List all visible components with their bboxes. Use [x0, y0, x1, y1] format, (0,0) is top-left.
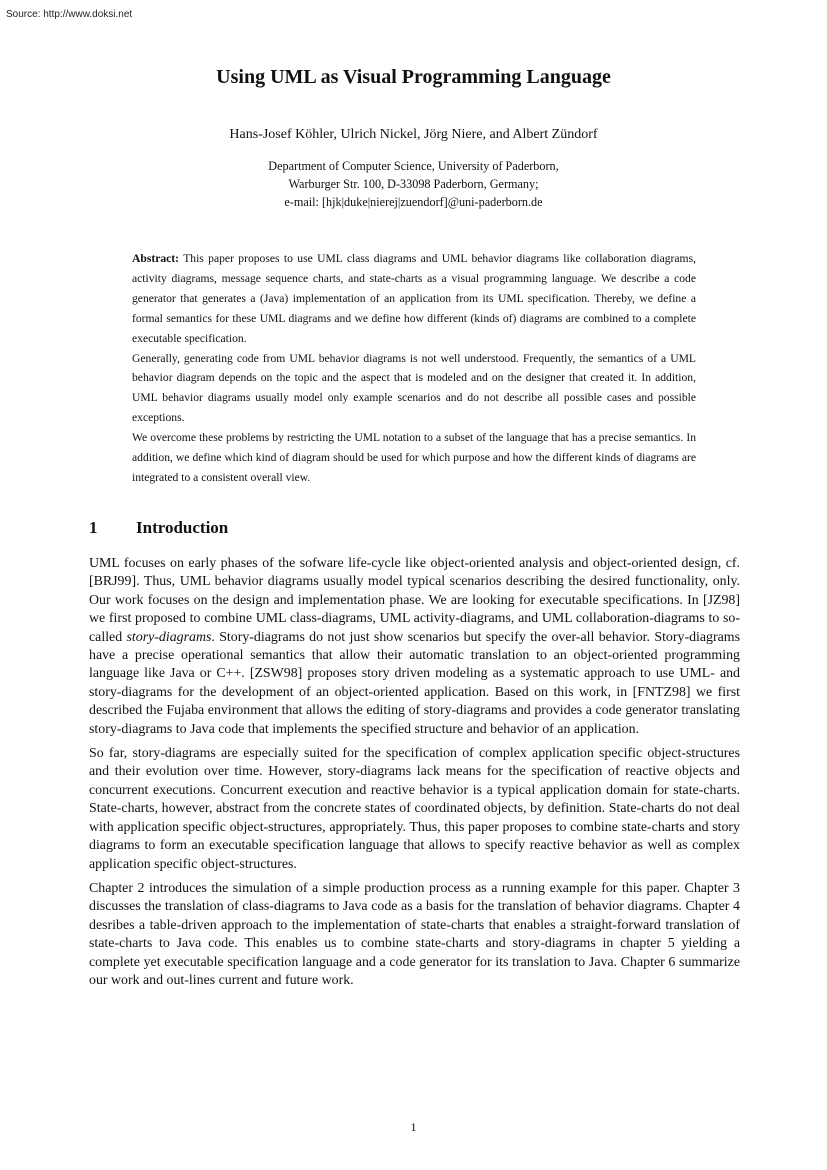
section-heading	[89, 518, 228, 538]
abstract	[132, 249, 696, 488]
affiliation-line-email: e-mail: [hjk|duke|nierej|zuendorf]@uni-paderborn.de	[284, 195, 543, 209]
affiliation-line-address: Warburger Str. 100, D-33098 Paderborn, Germany;	[288, 177, 539, 191]
body-paragraph-3: Chapter 2 introduces the simulation of a simple production process as a running example for this paper. Chapter 3 discusses the translation of class-diagrams to Java code as a basis for the translation of behavior diagrams. Chapter 4 desribes a table-driven approach to the implementation of state-charts that enables a straight-forward translation of state-charts to Java code. This enables us to combine state-charts and story-diagrams in chapter 5 yielding a complete yet executable specification language and a code generator for its translation to Java. Chapter 6 summarize our work and out-lines current and future work.	[89, 880, 740, 988]
affiliation-line-department: Department of Computer Science, University of Paderborn,	[268, 159, 559, 173]
source-watermark: Source: http://www.doksi.net	[6, 9, 133, 20]
abstract-label: Abstract:	[132, 252, 180, 265]
abstract-paragraph-1	[132, 249, 696, 349]
paper-title: Using UML as Visual Programming Language	[216, 66, 611, 88]
abstract-paragraph-3: We overcome these problems by restricting the UML notation to a subset of the language that has a precise semantics. In addition, we define which kind of diagram should be used for which purpose and how the different kinds of diagrams are integrated to a consistent overall view.	[132, 431, 696, 484]
section-title: Introduction	[136, 518, 229, 537]
abstract-text-1: This paper proposes to use UML class diagrams and UML behavior diagrams like collaboration diagrams, activity diagrams, message sequence charts, and state-charts as a visual programming language. We describe a code generator that generates a (Java) implementation of an application from its UML specification. Thereby, we define a formal semantics for these UML diagrams and we define how different (kinds of) diagrams are combined to a complete executable specification.	[132, 252, 696, 345]
section-body	[89, 555, 740, 996]
section-number: 1	[89, 518, 98, 537]
affiliation-block	[0, 157, 827, 211]
body-paragraph-2: So far, story-diagrams are especially suited for the specification of complex application specific object-structures and their evolution over time. However, story-diagrams lack means for the specification of reactive objects and concurrent executions. Concurrent execution and reactive behavior is a typical application domain for state-charts. State-charts, however, abstract from the concrete states of coordinated objects, by definition. State-charts do not deal with application specific object-structures, appropriately. Thus, this paper proposes to combine state-charts and story diagrams to form an executable specification language that allows to specify reactive behavior as well as complex application specific object-structures.	[89, 746, 740, 872]
story-diagrams-term: story-diagrams	[126, 629, 212, 645]
body-text-1b: . Story-diagrams do not just show scenarios but specify the over-all behavior. Story-diagrams have a precise operational semantics that allow their automatic translation to an object-oriented programming language like Java or C++. [ZSW98] proposes story driven modeling as a systematic approach to use UML- and story-diagrams for the development of an object-oriented application. Based on this work, in [FNTZ98] we first described the Fujaba environment that allows the editing of story-diagrams and provides a code generator translating story-diagrams to Java code that implements the specified structure and behavior of an application.	[89, 629, 740, 737]
abstract-paragraph-2: Generally, generating code from UML behavior diagrams is not well understood. Frequently, the semantics of a UML behavior diagram depends on the topic and the aspect that is modeled and on the designer that created it. In addition, UML behavior diagrams usually model only example scenarios and do not describe all possible cases and possible exceptions.	[132, 351, 696, 425]
body-text-1a: UML focuses on early phases of the sofware life-cycle like object-oriented analysis and object-oriented design, cf. [BRJ99]. Thus, UML behavior diagrams usually model typical scenarios describing the desired functionality, only. Our work focuses on the design and implementation phase. We are looking for executable specifications. In [JZ98] we first proposed to combine UML class-diagrams, UML activity-diagrams, and UML collaboration-diagrams to so-called	[89, 556, 740, 645]
body-paragraph-1	[89, 555, 740, 739]
author-list: Hans-Josef Köhler, Ulrich Nickel, Jörg Niere, and Albert Zündorf	[229, 127, 598, 142]
page-number: 1	[410, 1120, 417, 1134]
